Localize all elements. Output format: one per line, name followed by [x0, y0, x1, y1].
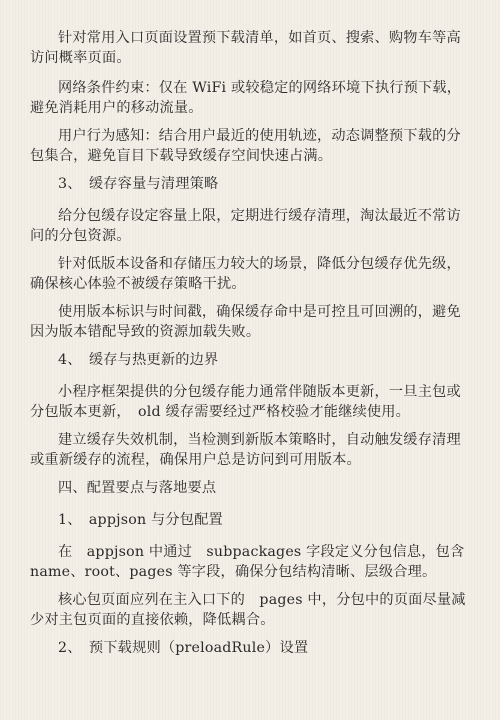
paragraph-framework-cache: 小程序框架提供的分包缓存能力通常伴随版本更新，一旦主包或分包版本更新， old 缓存需要经过严格校验才能继续使用。 [30, 384, 461, 420]
paragraph-cache-limit: 给分包缓存设定容量上限，定期进行缓存清理，淘汰最近不常访问的分包资源。 [30, 208, 461, 244]
heading-appjson: 1、 appjson 与分包配置 [58, 512, 223, 528]
heading-hot-update: 4、 缓存与热更新的边界 [58, 352, 219, 368]
paragraph-version-timestamp: 使用版本标识与时间戳，确保缓存命中是可控且可回溯的，避免因为版本错配导致的资源加载失败。 [30, 304, 461, 340]
paragraph-invalidation: 建立缓存失效机制，当检测到新版本策略时，自动触发缓存清理或重新缓存的流程，确保用户总是访问到可用版本。 [30, 432, 461, 468]
paragraph-core-pages: 核心包页面应列在主入口下的 pages 中，分包中的页面尽量减少对主包页面的直接依赖，降低耦合。 [30, 592, 466, 628]
heading-section-four: 四、配置要点与落地要点 [58, 480, 217, 496]
heading-preload-rule: 2、 预下载规则（preloadRule）设置 [58, 640, 309, 656]
paragraph-subpackages: 在 appjson 中通过 subpackages 字段定义分包信息，包含 name、root、pages 等字段，确保分包结构清晰、层级合理。 [30, 544, 465, 580]
paragraph-network-constraint: 网络条件约束：仅在 WiFi 或较稳定的网络环境下执行预下载，避免消耗用户的移动流量。 [30, 80, 462, 116]
paragraph-entry-pages: 针对常用入口页面设置预下载清单，如首页、搜索、购物车等高访问概率页面。 [30, 30, 461, 66]
paragraph-user-behavior: 用户行为感知：结合用户最近的使用轨迹，动态调整预下载的分包集合，避免盲目下载导致缓存空间快速占满。 [30, 128, 461, 164]
paragraph-low-end-devices: 针对低版本设备和存储压力较大的场景，降低分包缓存优先级，确保核心体验不被缓存策略干扰。 [30, 256, 461, 292]
heading-cache-capacity: 3、 缓存容量与清理策略 [58, 176, 219, 192]
